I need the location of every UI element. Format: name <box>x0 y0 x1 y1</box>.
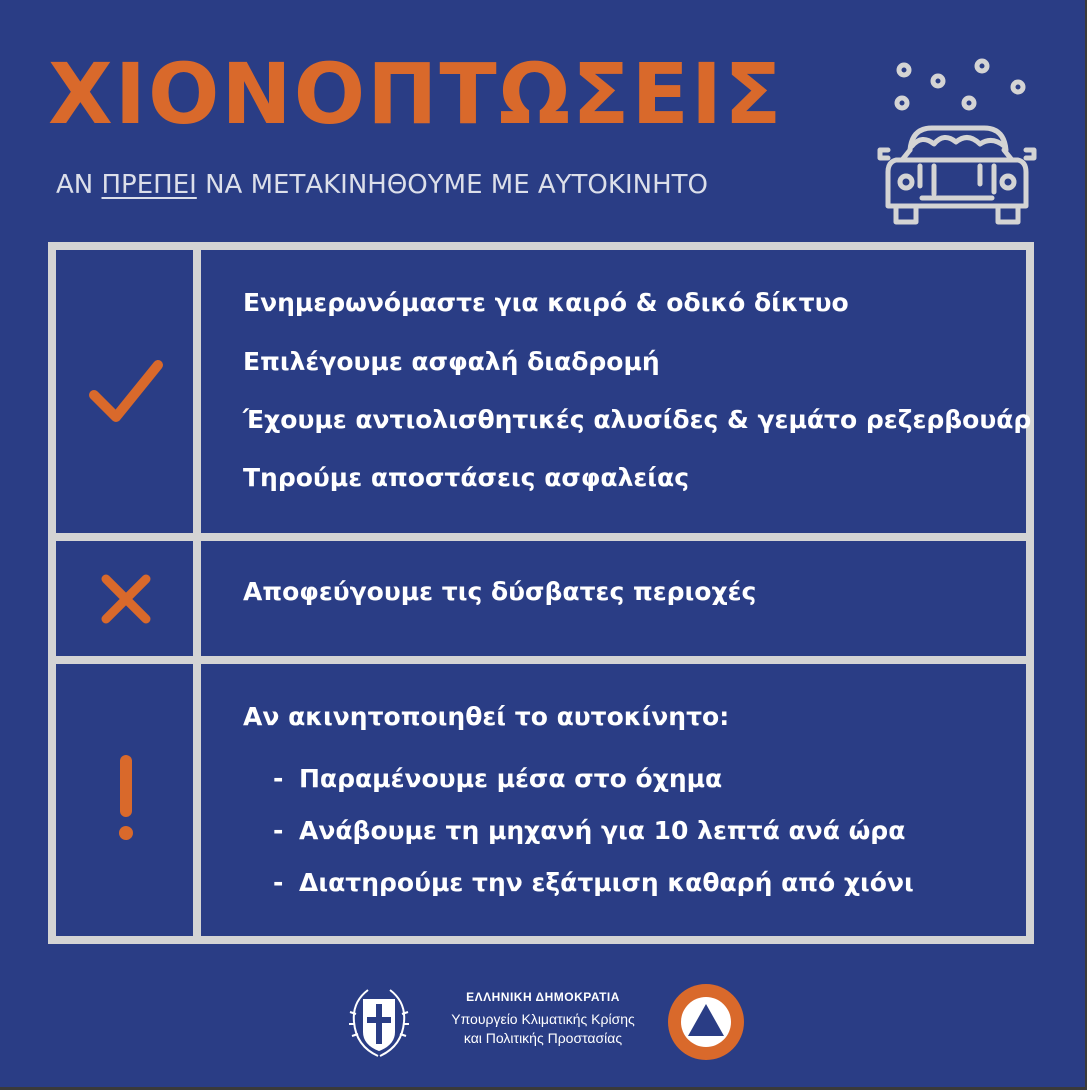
page-title: ΧΙΟΝΟΠΤΩΣΕΙΣ <box>48 45 784 143</box>
list-item: Τηρούμε αποστάσεις ασφαλείας <box>243 463 690 492</box>
ministry-line-2: και Πολιτικής Προστασίας <box>463 1030 623 1046</box>
warn-heading: Αν ακινητοποιηθεί το αυτοκίνητο: <box>243 702 730 731</box>
list-item-text: Ανάβουμε τη μηχανή για 10 λεπτά ανά ώρα <box>299 816 906 845</box>
do-icon-cell <box>56 250 196 533</box>
do-list <box>243 250 1032 533</box>
footer <box>340 982 760 1062</box>
subtitle-lead: ΑΝ <box>56 170 102 200</box>
list-item-text: Παραμένουμε μέσα στο όχημα <box>299 764 723 793</box>
list-item: Έχουμε αντιολισθητικές αλυσίδες & γεμάτο ρεζερβουάρ <box>243 405 1032 434</box>
list-item <box>273 816 905 845</box>
list-item: Ενημερωνόμαστε για καιρό & οδικό δίκτυο <box>243 288 849 317</box>
x-mark-icon <box>96 569 156 629</box>
checkmark-icon <box>86 357 166 427</box>
warn-icon-cell <box>56 664 196 936</box>
dont-list <box>243 541 1023 656</box>
list-item: Επιλέγουμε ασφαλή διαδρομή <box>243 347 660 376</box>
list-item-text: Διατηρούμε την εξάτμιση καθαρή από χιόνι <box>299 868 914 897</box>
subtitle <box>56 170 708 200</box>
list-item: Αποφεύγουμε τις δύσβατες περιοχές <box>243 577 757 606</box>
greek-emblem-icon <box>344 982 414 1062</box>
exclamation-icon <box>106 755 146 845</box>
republic-label: ΕΛΛΗΝΙΚΗ ΔΗΜΟΚΡΑΤΙΑ <box>466 990 620 1004</box>
civil-protection-logo-icon <box>666 982 746 1062</box>
snow-car-icon <box>872 54 1042 234</box>
warn-list <box>243 664 1023 936</box>
subtitle-rest: ΝΑ ΜΕΤΑΚΙΝΗΘΟΥΜΕ ΜΕ ΑΥΤΟΚΙΝΗΤΟ <box>196 170 708 200</box>
dont-icon-cell <box>56 541 196 656</box>
ministry-text <box>430 990 656 1048</box>
subtitle-emphasis: ΠΡΕΠΕΙ <box>101 170 197 200</box>
list-item <box>273 868 914 897</box>
ministry-line-1: Υπουργείο Κλιματικής Κρίσης <box>451 1011 635 1027</box>
list-item <box>273 764 722 793</box>
